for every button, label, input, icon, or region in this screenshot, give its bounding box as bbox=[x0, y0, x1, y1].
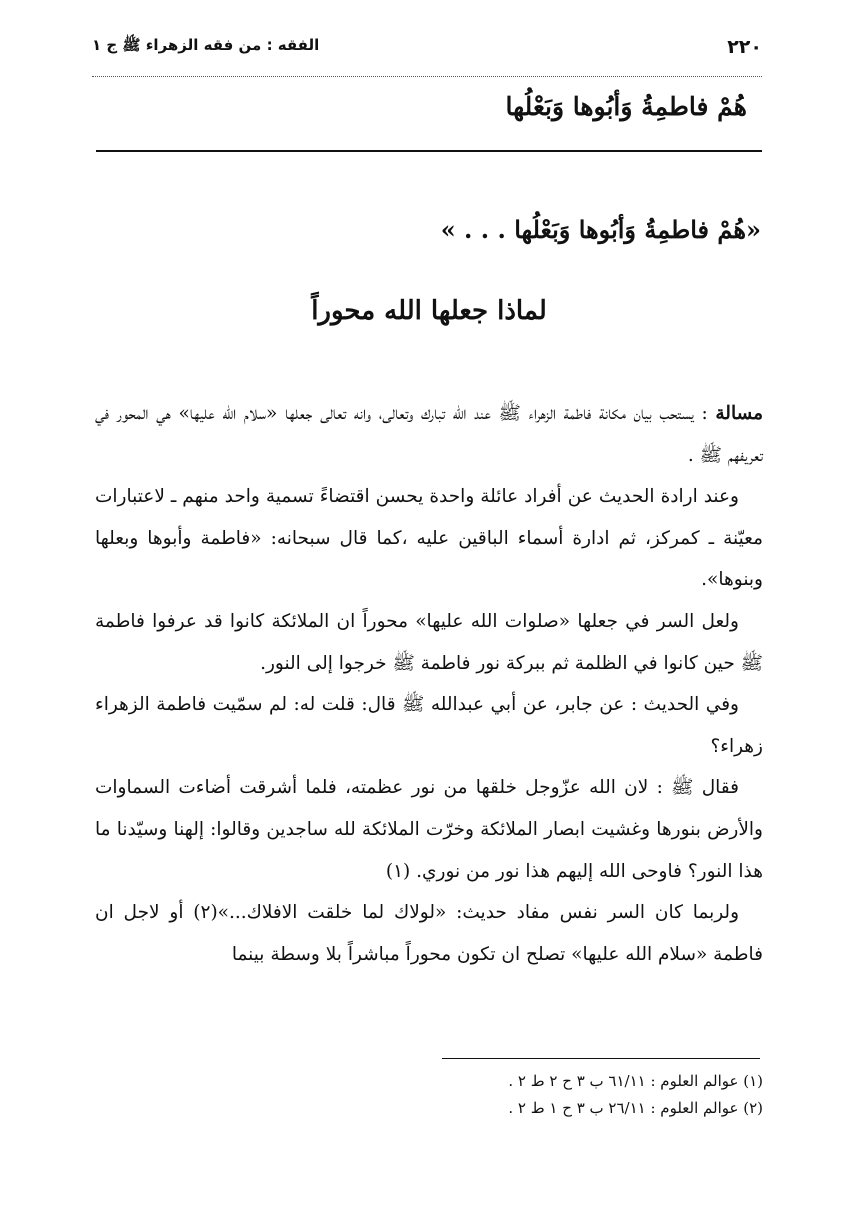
header-dotted-divider bbox=[92, 76, 762, 77]
paragraph-1 bbox=[95, 393, 763, 476]
chapter-heading: لماذا جعلها الله محوراً bbox=[311, 296, 547, 326]
paragraph-3: ولعل السر في جعلها «صلوات الله عليها» محوراً ان الملائكة كانوا قد عرفوا فاطمة ﷺ حين كانوا في الظلمة ثم ببركة نور فاطمة ﷺ خرجوا إلى النور. bbox=[95, 610, 763, 674]
footnotes bbox=[363, 1068, 763, 1122]
section-divider bbox=[96, 150, 762, 152]
paragraph-1-text: : يستحب بيان مكانة فاطمة الزهراء ﷺ عند الله تبارك وتعالى، وانه تعالى جعلها «سلام الله عليها» هي المحور في تعريفهم ﷺ . bbox=[95, 403, 763, 466]
page-number: ٢٢٠ bbox=[727, 36, 762, 58]
footnote-divider bbox=[442, 1058, 760, 1059]
quote-line: «هُمْ فاطمِةُ وَأبُوها وَبَعْلُها . . . » bbox=[440, 215, 761, 244]
paragraph-5: فقال ﷺ : لان الله عزّوجل خلقها من نور عظمته، فلما أشرقت أضاءت السماوات والأرض بنورها وغشيت ابصار الملائكة وخرّت الملائكة لله ساجدين وقالوا: إلهنا وسيّدنا ما هذا النور؟ فاوحى الله إليهم هذا نور من نوري. (١) bbox=[95, 777, 763, 882]
section-title: هُمْ فاطمِةُ وَأبُوها وَبَعْلُها bbox=[505, 92, 747, 121]
footnote-2: (٢) عوالم العلوم : ٢٦/١١ ب ٣ ح ١ ط ٢ . bbox=[508, 1099, 763, 1117]
paragraph-2: وعند ارادة الحديث عن أفراد عائلة واحدة يحسن اقتضاءً تسمية واحد منهم ـ لاعتبارات معيّنة ـ كمركز، ثم ادارة أسماء الباقين عليه ،كما قال سبحانه: «فاطمة وأبوها وبعلها وبنوها». bbox=[95, 486, 763, 591]
footnote-1: (١) عوالم العلوم : ٦١/١١ ب ٣ ح ٢ ط ٢ . bbox=[508, 1072, 763, 1090]
paragraph-4: وفي الحديث : عن جابر، عن أبي عبدالله ﷺ قال: قلت له: لم سمّيت فاطمة الزهراء زهراء؟ bbox=[95, 694, 763, 757]
paragraph-6: ولربما كان السر نفس مفاد حديث: «لولاك لما خلقت الافلاك...»(٢) أو لاجل ان فاطمة «سلام الله عليها» تصلح ان تكون محوراً مباشراً بلا وسطة بينما bbox=[95, 902, 763, 965]
running-header bbox=[92, 30, 762, 64]
body-text bbox=[95, 393, 763, 975]
issue-label: مسالة bbox=[715, 403, 763, 424]
running-title: الفقه : من فقه الزهراء ﷺ ج ١ bbox=[92, 36, 320, 54]
